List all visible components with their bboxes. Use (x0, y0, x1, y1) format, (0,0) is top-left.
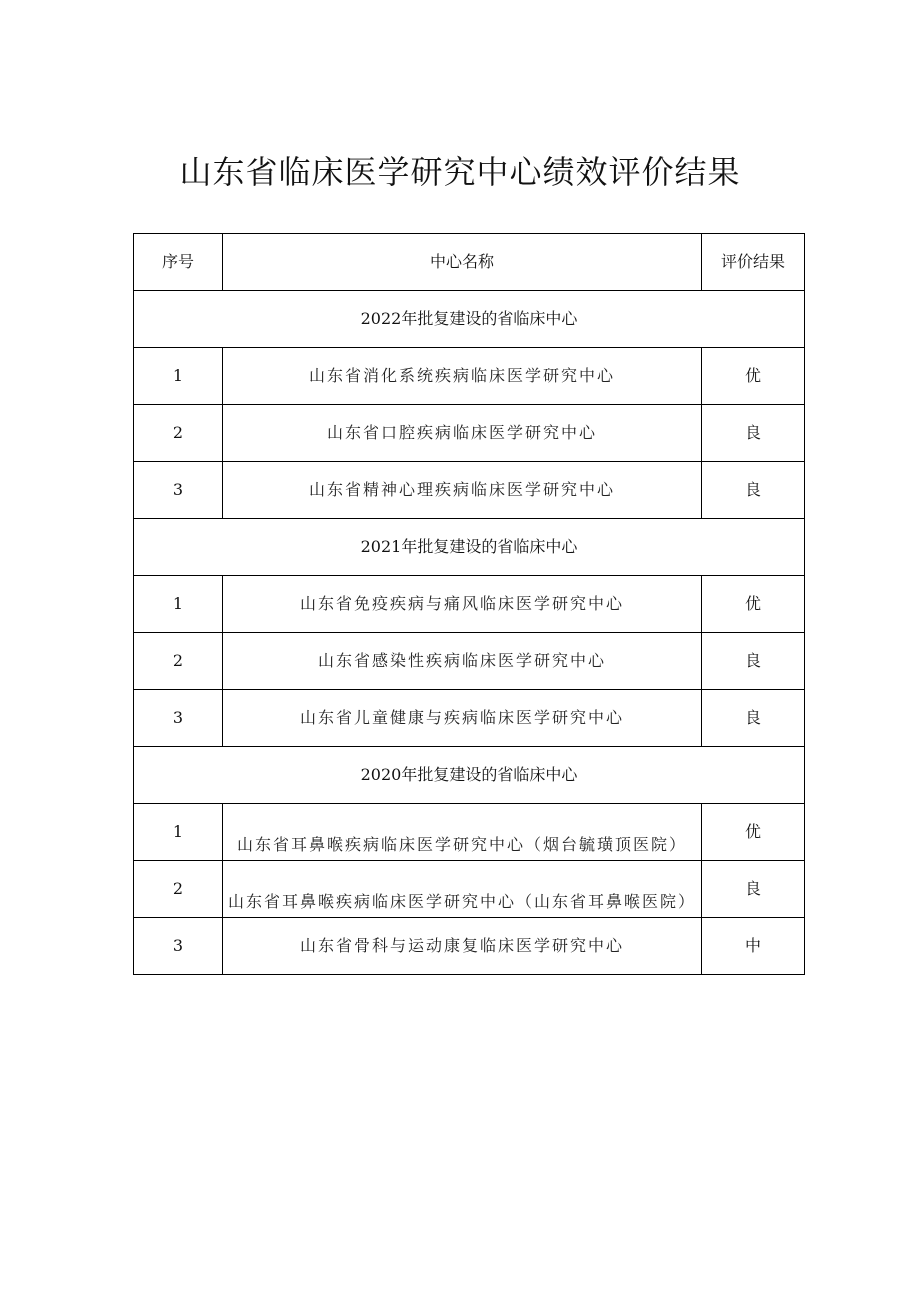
row-center-name: 山东省耳鼻喉疾病临床医学研究中心（山东省耳鼻喉医院） (227, 892, 696, 911)
group-label-text: 年批复建设的省临床中心 (401, 309, 578, 328)
table-row (134, 633, 805, 690)
row-center-name: 山东省儿童健康与疾病临床医学研究中心 (223, 690, 702, 747)
row-index: 2 (134, 633, 223, 690)
table-row (134, 405, 805, 462)
row-index: 2 (134, 405, 223, 462)
table-row (134, 690, 805, 747)
row-result: 良 (702, 405, 805, 462)
row-index: 3 (134, 918, 223, 975)
group-label (134, 747, 805, 804)
group-year: 2022 (360, 309, 402, 328)
row-index: 3 (134, 462, 223, 519)
header-row (134, 234, 805, 291)
row-result: 优 (702, 804, 805, 861)
header-index: 序号 (134, 234, 223, 291)
table-row (134, 576, 805, 633)
row-result: 良 (702, 690, 805, 747)
table-row (134, 348, 805, 405)
group-label-text: 年批复建设的省临床中心 (401, 765, 578, 784)
group-label (134, 519, 805, 576)
row-center-name: 山东省感染性疾病临床医学研究中心 (223, 633, 702, 690)
table-row (134, 462, 805, 519)
row-result: 优 (702, 576, 805, 633)
row-result: 中 (702, 918, 805, 975)
row-center-name: 山东省骨科与运动康复临床医学研究中心 (223, 918, 702, 975)
group-row-2020 (134, 747, 805, 804)
page-title: 山东省临床医学研究中心绩效评价结果 (179, 153, 741, 191)
row-center-name: 山东省耳鼻喉疾病临床医学研究中心（烟台毓璜顶医院） (236, 835, 687, 854)
row-center-name: 山东省口腔疾病临床医学研究中心 (223, 405, 702, 462)
row-result: 良 (702, 861, 805, 918)
group-row-2022 (134, 291, 805, 348)
row-result: 优 (702, 348, 805, 405)
group-year: 2021 (360, 537, 402, 556)
row-center-name: 山东省免疫疾病与痛风临床医学研究中心 (223, 576, 702, 633)
row-result: 良 (702, 462, 805, 519)
row-index: 1 (134, 576, 223, 633)
row-center-name: 山东省消化系统疾病临床医学研究中心 (223, 348, 702, 405)
row-index: 2 (134, 861, 223, 918)
row-index: 3 (134, 690, 223, 747)
header-name: 中心名称 (223, 234, 702, 291)
table-row (134, 804, 805, 861)
row-index: 1 (134, 348, 223, 405)
table-row (134, 861, 805, 918)
results-table (133, 233, 805, 975)
row-center-name-cell (223, 861, 702, 918)
row-result: 良 (702, 633, 805, 690)
group-label (134, 291, 805, 348)
row-center-name: 山东省精神心理疾病临床医学研究中心 (223, 462, 702, 519)
group-row-2021 (134, 519, 805, 576)
group-year: 2020 (360, 765, 402, 784)
row-center-name-cell (223, 804, 702, 861)
row-index: 1 (134, 804, 223, 861)
group-label-text: 年批复建设的省临床中心 (401, 537, 578, 556)
header-result: 评价结果 (702, 234, 805, 291)
table-row (134, 918, 805, 975)
